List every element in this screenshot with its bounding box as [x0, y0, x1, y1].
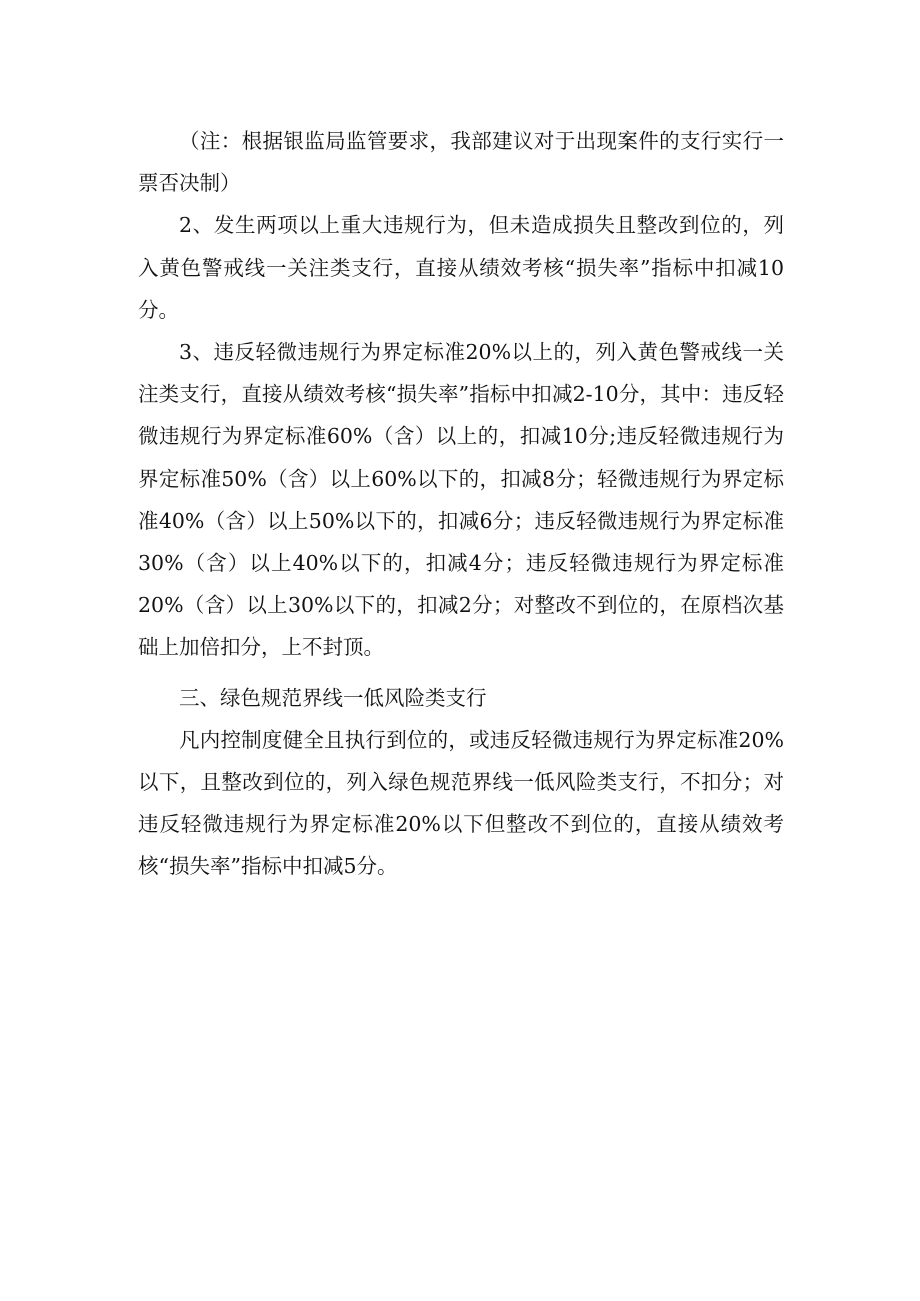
note-paragraph: （注：根据银监局监管要求，我部建议对于出现案件的支行实行一票否决制）	[138, 129, 784, 196]
document-body	[138, 120, 784, 888]
item-3-paragraph: 3、违反轻微违规行为界定标准20%以上的，列入黄色警戒线一关注类支行，直接从绩效考核“损失率”指标中扣减2-10分，其中：违反轻微违规行为界定标准60%（含）以上的，扣减10分;违反轻微违规行为界定标准50%（含）以上60%以下的，扣减8分；轻微违规行为界定标准40%（含）以上50%以下的，扣减6分；违反轻微违规行为界定标准30%（含）以上40%以下的，扣减4分；违反轻微违规行为界定标准20%（含）以上30%以下的，扣减2分；对整改不到位的，在原档次基础上加倍扣分，上不封顶。	[138, 340, 784, 660]
section-paragraph: 凡内控制度健全且执行到位的，或违反轻微违规行为界定标准20%以下，且整改到位的，列入绿色规范界线一低风险类支行，不扣分；对违反轻微违规行为界定标准20%以下但整改不到位的，直接从绩效考核“损失率”指标中扣减5分。	[138, 727, 784, 879]
item-2-paragraph: 2、发生两项以上重大违规行为，但未造成损失且整改到位的，列入黄色警戒线一关注类支行，直接从绩效考核“损失率”指标中扣减10分。	[138, 213, 784, 322]
section-heading: 三、绿色规范界线一低风险类支行	[179, 685, 487, 710]
